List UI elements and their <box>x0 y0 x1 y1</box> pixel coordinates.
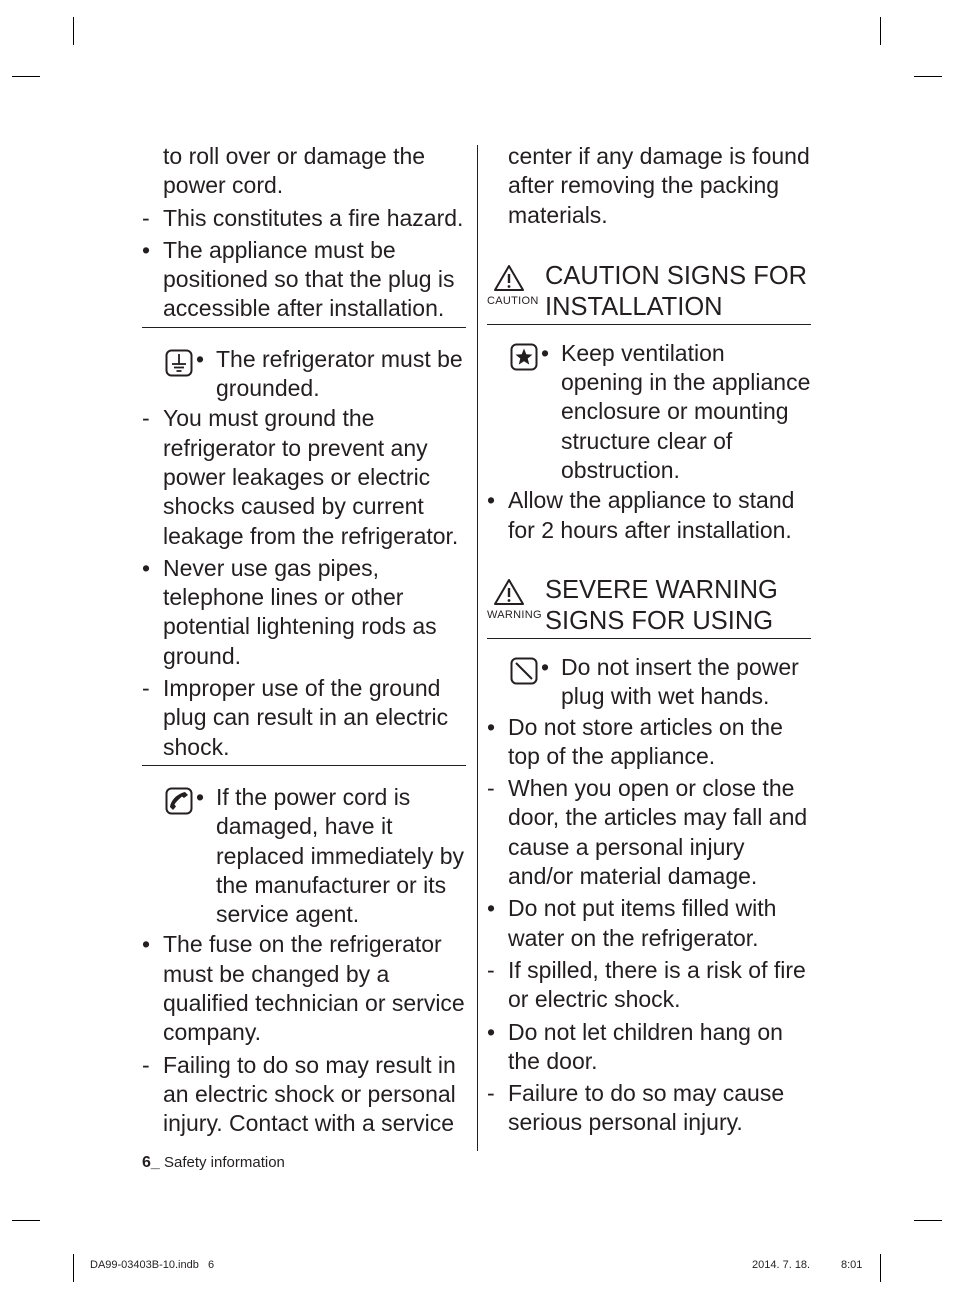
list-text: If spilled, there is a risk of fire or electric shock. <box>508 956 806 1013</box>
right-column <box>487 142 811 1138</box>
column-divider <box>477 145 478 1151</box>
list-item <box>487 894 811 953</box>
crop-mark <box>73 1254 74 1282</box>
warning-triangle-icon <box>493 264 525 292</box>
list-marker: • <box>541 339 550 366</box>
section-divider <box>487 638 811 639</box>
list-marker: • <box>487 487 496 514</box>
intro-text <box>142 142 466 201</box>
list-marker: • <box>142 236 151 263</box>
footer-separator: _ <box>150 1154 160 1171</box>
page-footer <box>142 1154 285 1172</box>
list-marker: - <box>487 775 495 802</box>
list-text: If the power cord is damaged, have it replaced immediately by the manufacturer or its service agent. <box>216 783 465 928</box>
list-marker: • <box>196 345 205 372</box>
wet-hands-item <box>487 653 811 712</box>
list-item <box>142 404 466 550</box>
list-marker: • <box>142 554 151 581</box>
warning-section-heading <box>487 576 811 638</box>
title-line: SEVERE WARNING <box>545 575 778 604</box>
intro-paragraph: center if any damage is found after removing the packing materials. <box>508 143 810 228</box>
crop-mark <box>73 17 74 45</box>
list-marker: - <box>142 675 150 702</box>
list-marker: • <box>142 931 151 958</box>
star-in-box-icon <box>510 343 538 371</box>
print-date: 2014. 7. 18. <box>752 1259 811 1271</box>
service-item <box>142 783 466 929</box>
list-marker: • <box>541 653 550 680</box>
crop-mark <box>12 76 40 77</box>
list-marker: • <box>487 713 496 740</box>
list-marker: - <box>487 956 495 983</box>
list-text: The refrigerator must be grounded. <box>216 345 463 402</box>
print-time: 8:01 <box>841 1259 863 1271</box>
list-marker: - <box>487 1080 495 1107</box>
intro-text <box>487 142 811 230</box>
list-text: The appliance must be positioned so that the plug is accessible after installation. <box>163 236 455 322</box>
section-name: Safety information <box>163 1154 285 1171</box>
title-line: SIGNS FOR USING <box>545 607 774 636</box>
warning-triangle-icon <box>493 578 525 606</box>
intro-line: to roll over or damage the <box>163 143 426 169</box>
list-item <box>142 930 466 1047</box>
list-item <box>487 486 811 545</box>
list-item <box>487 713 811 772</box>
list-text: Do not insert the power plug with wet hands. <box>561 653 799 710</box>
list-text: When you open or close the door, the articles may fall and cause a personal injury and/or material damage. <box>508 775 808 890</box>
list-text: You must ground the refrigerator to prevent any power leakages or electric shocks caused by current leakage from the refrigerator. <box>163 405 459 549</box>
list-text: Allow the appliance to stand for 2 hours after installation. <box>508 487 795 543</box>
caution-label: CAUTION <box>487 294 539 307</box>
list-text: Never use gas pipes, telephone lines or other potential lightening rods as ground. <box>163 554 437 669</box>
crop-mark <box>12 1220 40 1221</box>
list-text: Keep ventilation opening in the appliance enclosure or mounting structure clear of obstruction. <box>561 339 811 484</box>
list-text: Do not put items filled with water on the refrigerator. <box>508 895 777 951</box>
list-marker: - <box>142 204 150 231</box>
crop-mark <box>880 17 881 45</box>
list-item <box>487 1079 811 1138</box>
crop-mark <box>914 76 942 77</box>
list-marker: - <box>142 1051 150 1078</box>
list-item <box>142 236 466 324</box>
warning-label: WARNING <box>487 608 542 621</box>
caution-badge <box>487 264 539 307</box>
list-text: Improper use of the ground plug can result in an electric shock. <box>163 675 449 760</box>
warning-badge <box>487 578 542 621</box>
title-line: CAUTION SIGNS FOR <box>545 261 808 290</box>
list-item <box>142 554 466 671</box>
section-title <box>545 261 807 324</box>
caution-section-heading <box>487 262 811 324</box>
title-line: INSTALLATION <box>545 293 723 322</box>
section-divider <box>142 327 466 328</box>
list-text: Failing to do so may result in an electric shock or personal injury. Contact with a service <box>163 1051 456 1137</box>
grounding-item <box>142 345 466 404</box>
list-item <box>487 956 811 1015</box>
list-text: Do not store articles on the top of the appliance. <box>508 713 783 769</box>
list-item <box>142 1051 466 1139</box>
section-title <box>545 575 778 638</box>
list-text: Failure to do so may cause serious personal injury. <box>508 1080 785 1136</box>
list-item <box>142 204 466 233</box>
print-file-name: DA99-03403B-10.indb 6 <box>90 1259 215 1271</box>
list-marker: • <box>196 783 205 810</box>
list-item <box>142 674 466 762</box>
list-text: The fuse on the refrigerator must be changed by a qualified technician or service company. <box>163 931 465 1046</box>
intro-line: power cord. <box>163 172 284 199</box>
list-text: This constitutes a fire hazard. <box>163 204 464 231</box>
page-number: 6 <box>142 1154 151 1171</box>
list-item <box>487 774 811 891</box>
list-marker: • <box>487 1018 496 1045</box>
ventilation-item <box>487 339 811 485</box>
section-divider <box>142 765 466 766</box>
list-text: Do not let children hang on the door. <box>508 1018 783 1074</box>
left-column <box>142 142 466 1139</box>
section-divider <box>487 324 811 325</box>
crop-mark <box>880 1254 881 1282</box>
prohibited-icon <box>510 657 538 685</box>
list-marker: • <box>487 895 496 922</box>
crop-mark <box>914 1220 942 1221</box>
service-call-icon <box>165 787 193 815</box>
ground-symbol-icon <box>165 349 193 377</box>
list-item <box>487 1018 811 1077</box>
list-marker: - <box>142 405 150 432</box>
